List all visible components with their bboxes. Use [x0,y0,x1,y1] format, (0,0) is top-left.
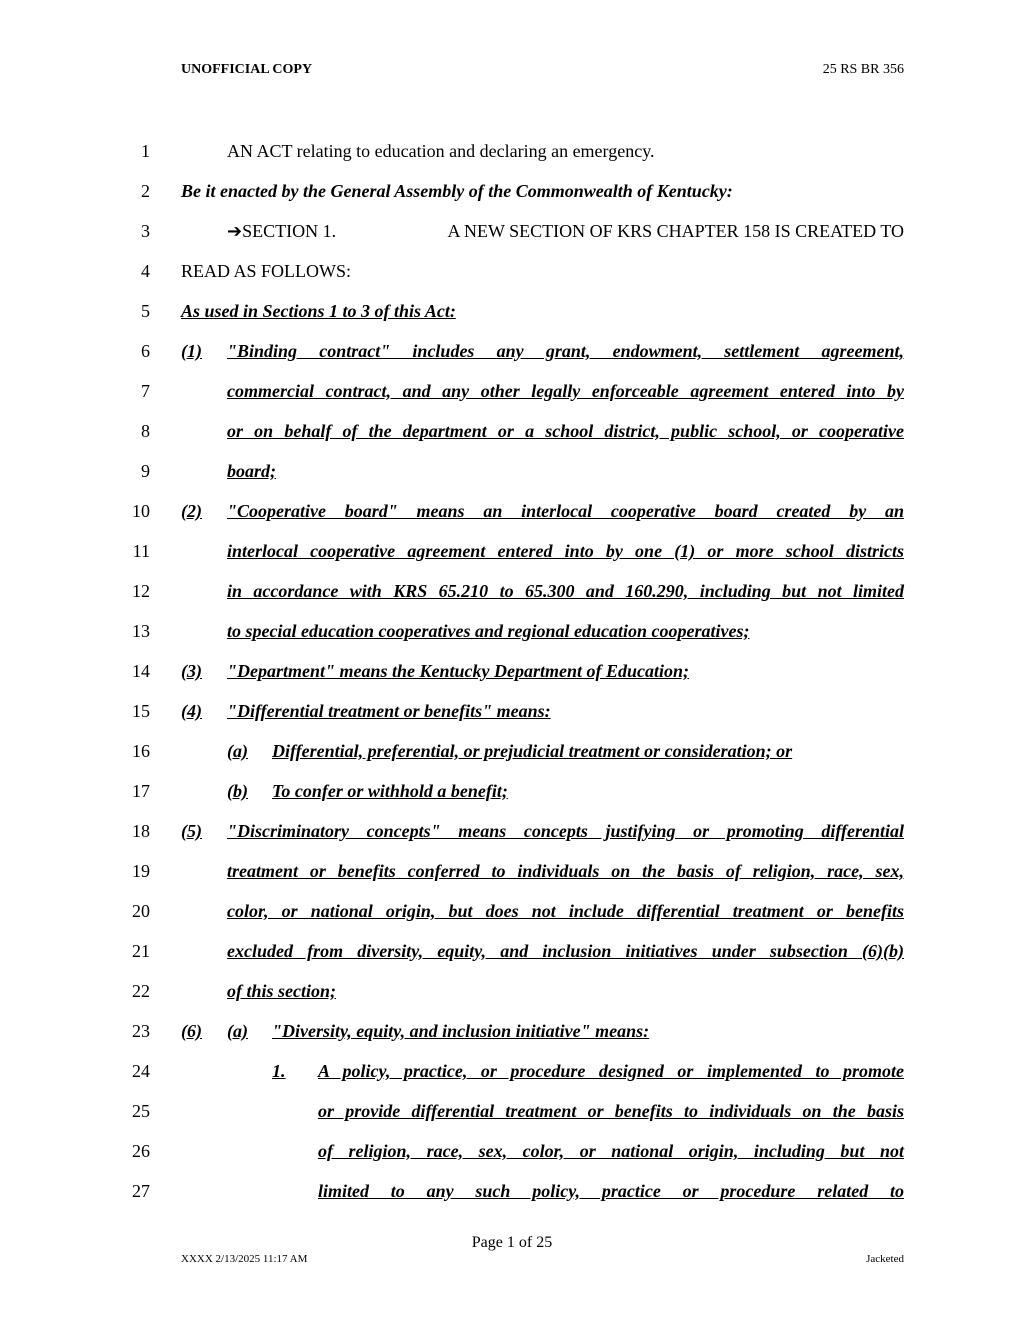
line-text: Be it enacted by the General Assembly of the Commonwealth of Kentucky: [181,181,733,201]
document-line [0,300,1024,330]
document-line [0,860,1024,890]
line-number: 1 [141,141,150,161]
line-number: 12 [132,581,150,601]
line-text: "Cooperative board" means an interlocal cooperative board created by an [227,501,904,521]
header-left: UNOFFICIAL COPY [181,62,313,77]
line-text: READ AS FOLLOWS: [181,261,352,281]
document-line [0,1180,1024,1210]
line-text: or on behalf of the department or a school district, public school, or cooperative [227,421,904,441]
line-text: "Diversity, equity, and inclusion initiative" means: [272,1021,650,1041]
line-number: 9 [141,461,150,481]
document-line [0,380,1024,410]
line-text: As used in Sections 1 to 3 of this Act: [181,301,456,321]
document-line [0,460,1024,490]
item-label: (1) [181,341,202,361]
line-text: commercial contract, and any other legally enforceable agreement entered into by [227,381,904,401]
line-text: of this section; [227,981,337,1001]
line-number: 20 [132,901,150,921]
line-text: of religion, race, sex, color, or national origin, including but not [318,1141,904,1161]
document-line [0,140,1024,170]
document-line [0,980,1024,1010]
line-text: ➔SECTION 1. A NEW SECTION OF KRS CHAPTER 158 IS CREATED TO [227,221,904,242]
line-number: 21 [132,941,150,961]
document-line [0,180,1024,210]
item-label: (4) [181,701,202,721]
footer-left: XXXX 2/13/2025 11:17 AM [181,1253,308,1265]
line-number: 26 [132,1141,150,1161]
footer-right: Jacketed [866,1253,904,1265]
document-line [0,1060,1024,1090]
document-line [0,340,1024,370]
header-right: 25 RS BR 356 [822,62,904,77]
line-text: treatment or benefits conferred to individuals on the basis of religion, race, sex, [227,861,904,881]
item-label: (2) [181,501,202,521]
document-line [0,1100,1024,1130]
line-text: in accordance with KRS 65.210 to 65.300 and 160.290, including but not limited [227,581,904,601]
document-line [0,780,1024,810]
document-line [0,660,1024,690]
document-line [0,940,1024,970]
document-line [0,1020,1024,1050]
line-number: 13 [132,621,150,641]
item-label: (6) [181,1021,202,1041]
document-line [0,420,1024,450]
section-arrow-icon: ➔ [227,221,243,242]
line-number: 14 [132,661,150,681]
item-label: (a) [227,741,248,761]
line-number: 7 [141,381,150,401]
document-line [0,260,1024,290]
line-text: excluded from diversity, equity, and inclusion initiatives under subsection (6)(b) [227,941,904,961]
document-line [0,900,1024,930]
line-number: 15 [132,701,150,721]
line-number: 23 [132,1021,150,1041]
line-text: interlocal cooperative agreement entered into by one (1) or more school districts [227,541,904,561]
line-number: 8 [141,421,150,441]
line-number: 17 [132,781,150,801]
line-text: "Binding contract" includes any grant, endowment, settlement agreement, [227,341,904,361]
item-label: (5) [181,821,202,841]
document-line [0,1140,1024,1170]
line-text: "Department" means the Kentucky Department of Education; [227,661,689,681]
line-text: or provide differential treatment or benefits to individuals on the basis [318,1101,904,1121]
line-number: 4 [141,261,150,281]
line-number: 5 [141,301,150,321]
line-text: to special education cooperatives and regional education cooperatives; [227,621,750,641]
item-sublabel: (a) [227,1021,248,1041]
line-number: 24 [132,1061,150,1081]
line-number: 16 [132,741,150,761]
document-line [0,540,1024,570]
item-label: (b) [227,781,248,801]
line-number: 6 [141,341,150,361]
line-number: 22 [132,981,150,1001]
page-number: Page 1 of 25 [471,1234,553,1251]
document-line [0,500,1024,530]
document-line [0,580,1024,610]
line-text: board; [227,461,276,481]
line-text: "Differential treatment or benefits" means: [227,701,551,721]
line-number: 19 [132,861,150,881]
item-label: 1. [272,1061,286,1081]
line-text: "Discriminatory concepts" means concepts justifying or promoting differential [227,821,904,841]
line-number: 18 [132,821,150,841]
line-text: Differential, preferential, or prejudicial treatment or consideration; or [272,741,793,761]
document-line [0,740,1024,770]
line-number: 25 [132,1101,150,1121]
line-text: limited to any such policy, practice or procedure related to [318,1181,904,1201]
line-number: 3 [141,221,150,241]
line-text: To confer or withhold a benefit; [272,781,508,801]
document-line [0,220,1024,250]
document-line [0,620,1024,650]
line-text: color, or national origin, but does not include differential treatment or benefits [227,901,904,921]
line-number: 27 [132,1181,150,1201]
line-text: AN ACT relating to education and declaring an emergency. [227,141,655,161]
document-line [0,700,1024,730]
line-number: 2 [141,181,150,201]
line-text: A policy, practice, or procedure designed or implemented to promote [318,1061,904,1081]
line-number: 11 [132,541,150,561]
item-label: (3) [181,661,202,681]
document-line [0,820,1024,850]
line-number: 10 [132,501,150,521]
